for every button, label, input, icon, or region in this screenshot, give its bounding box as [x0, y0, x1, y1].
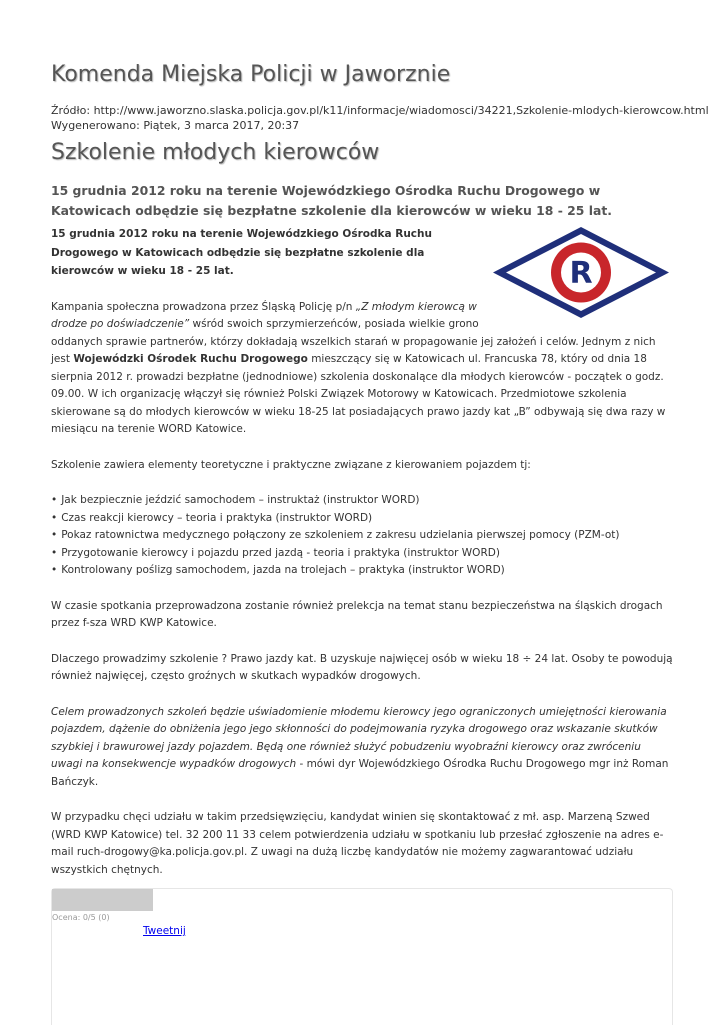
campaign-text-c: mieszczący się w Katowicach ul. Francuska 78, który od dnia 18 sierpnia 2012 r. prowadzi bezpłatne (jednodniowe) szkolenia doskonalące dla młodych kierowców - początek o godz. 09.00. W ich organizację włączył się również Polski Związek Motorowy w Katowicach. Przedmiotowe szkolenia skierowane są do młodych kierowców w wieku 18-25 lat posiadających prawo jazdy kat „B” odbywają się dwa razy w miesiącu na terenie WORD Katowice.	[51, 353, 666, 435]
site-title: Komenda Miejska Policji w Jaworznie	[51, 62, 451, 87]
list-item: • Jak bezpiecznie jeździć samochodem – instruktaż (instruktor WORD)	[51, 492, 675, 510]
rating-widget[interactable]	[52, 889, 153, 911]
list-item: • Kontrolowany poślizg samochodem, jazda na trolejach – praktyka (instruktor WORD)	[51, 562, 675, 580]
paragraph-contact: W przypadku chęci udziału w takim przedsięwzięciu, kandydat winien się skontaktować z mł. asp. Marzeną Szwed (WRD KWP Katowice) tel. 32 200 11 33 celem potwierdzenia udziału w spotkaniu lub przesłać zgłoszenie na adres e-mail ruch-drogowy@ka.policja.gov.pl. Z uwagi na dużą liczbę kandydatów nie możemy zagwarantować udziału wszystkich chętnych.	[51, 811, 664, 876]
article-title: Szkolenie młodych kierowców	[51, 140, 380, 165]
paragraph-training-intro: Szkolenie zawiera elementy teoretyczne i praktyczne związane z kierowaniem pojazdem tj:	[51, 458, 531, 471]
campaign-quote: „Z młodym kierowcą w drodze po doświadczenie”	[51, 300, 477, 330]
list-item: • Czas reakcji kierowcy – teoria i praktyka (instruktor WORD)	[51, 510, 675, 528]
article-lead: 15 grudnia 2012 roku na terenie Wojewódzkiego Ośrodka Ruchu Drogowego w Katowicach odbędzie się bezpłatne szkolenie dla kierowców w wieku 18 - 25 lat.	[51, 183, 612, 218]
paragraph-why: Dlaczego prowadzimy szkolenie ? Prawo jazdy kat. B uzyskuje najwięcej osób w wieku 18 ÷ 24 lat. Osoby te powodują również najwięcej, często groźnych w skutkach wypadków drogowych.	[51, 652, 673, 682]
director-attribution: - mówi dyr Wojewódzkiego Ośrodka Ruchu Drogowego mgr inż Roman Bańczyk.	[51, 758, 669, 788]
article-body	[51, 225, 675, 897]
paragraph-lecture: W czasie spotkania przeprowadzona zostanie również prelekcja na temat stanu bezpieczeństwa na śląskich drogach przez f-sza WRD KWP Katowice.	[51, 599, 663, 629]
campaign-text-a: Kampania społeczna prowadzona przez Śląską Policję p/n	[51, 300, 356, 313]
generated-date: Wygenerowano: Piątek, 3 marca 2017, 20:37	[51, 119, 300, 132]
source-url: Źródło: http://www.jaworzno.slaska.policja.gov.pl/k11/informacje/wiadomosci/34221,Szkolenie-mlodych-kierowcow.html	[51, 104, 709, 117]
tweet-link[interactable]: Tweetnij	[143, 925, 186, 937]
logo-letter: R	[569, 256, 593, 291]
list-item: • Przygotowanie kierowcy i pojazdu przed jazdą - teoria i praktyka (instruktor WORD)	[51, 545, 675, 563]
campaign-text-b: wśród swoich sprzymierzeńców, posiada wielkie grono oddanych sprawie partnerów, którzy dokładają wszelkich starań w propagowanie jej założeń i celów. Jednym z nich jest	[51, 318, 656, 365]
meta-info	[51, 103, 709, 133]
training-list	[51, 492, 675, 580]
footer-box	[51, 888, 673, 1025]
paragraph-quote	[51, 704, 675, 792]
rating-text: Ocena: 0/5 (0)	[52, 913, 110, 922]
list-item: • Pokaz ratownictwa medycznego połączony ze szkoleniem z zakresu udzielania pierwszej pomocy (PZM-ot)	[51, 527, 675, 545]
intro-bold-text: 15 grudnia 2012 roku na terenie Wojewódzkiego Ośrodka Ruchu Drogowego w Katowicach odbędzie się bezpłatne szkolenie dla kierowców w wieku 18 - 25 lat.	[51, 228, 432, 277]
director-quote: Celem prowadzonych szkoleń będzie uświadomienie młodemu kierowcy jego ograniczonych umiejętności kierowania pojazdem, dążenie do obniżenia jego jego skłonności do podejmowania ryzyka drogowego oraz wskazanie skutków szybkiej i brawurowej jazdy pojazdem. Będą one również służyć pobudzeniu wyobraźni kierowcy oraz zwróceniu uwagi na konsekwencje wypadków drogowych	[51, 705, 667, 770]
word-name: Wojewódzki Ośrodek Ruchu Drogowego	[73, 353, 308, 365]
word-r-badge-icon	[491, 225, 671, 320]
